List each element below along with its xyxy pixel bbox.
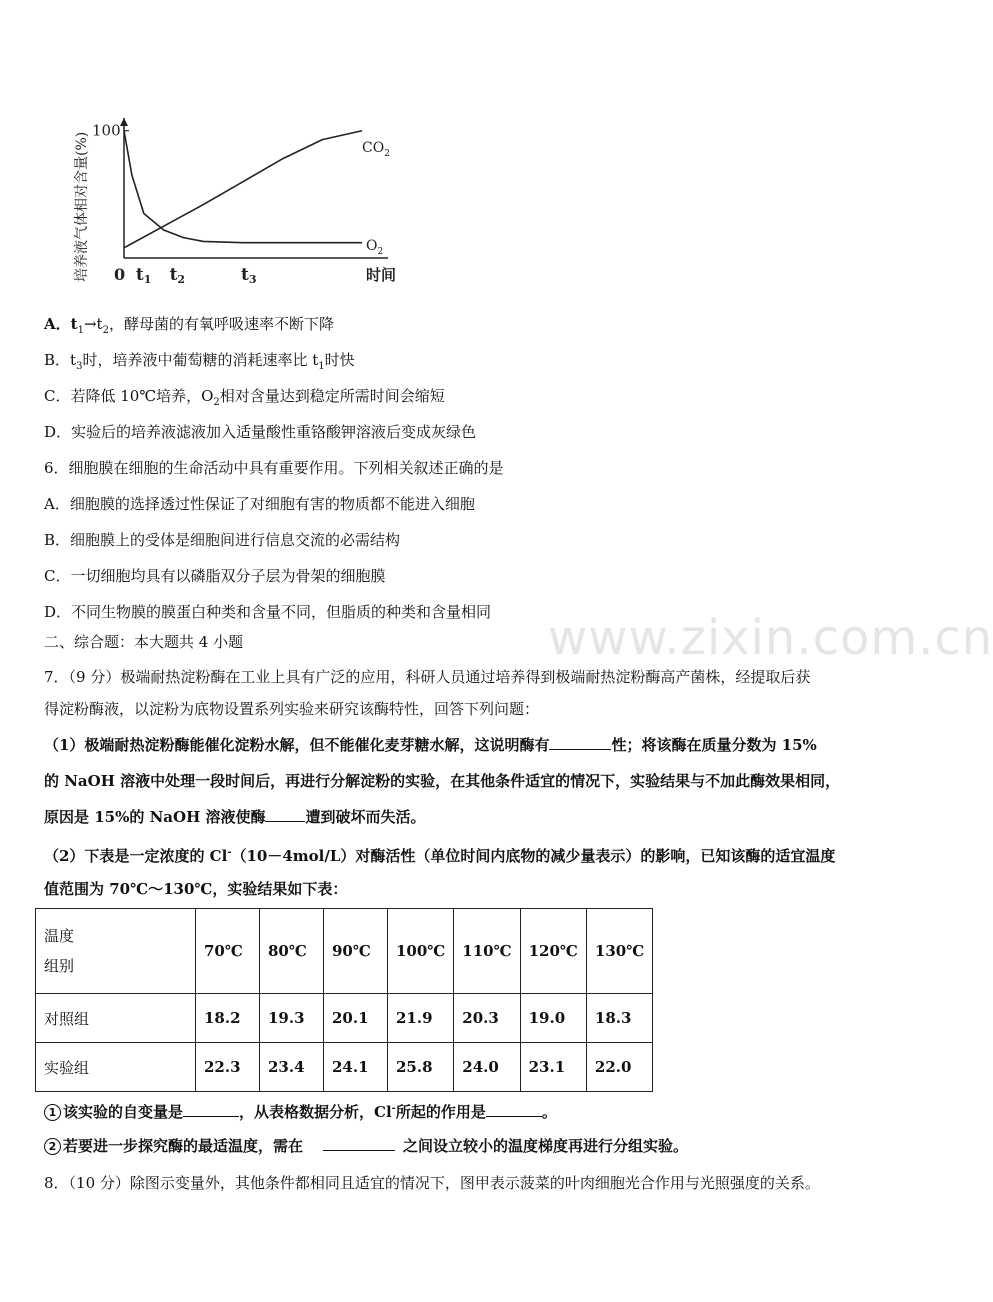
- table-cell: 24.1: [324, 1043, 388, 1092]
- origin-label: 0: [114, 265, 126, 284]
- q7-subquestion-2: 2 若要进一步探究酶的最适温度，需在 之间设立较小的温度梯度再进行分组实验。: [44, 1136, 688, 1156]
- table-cell: 23.1: [520, 1043, 586, 1092]
- q7-part2-line2: 值范围为 70℃～130℃，实验结果如下表：: [44, 880, 348, 898]
- answer-blank[interactable]: [549, 735, 611, 750]
- q5-option-b: B．$t_3$时，培养液中葡萄糖的消耗速率比 $t_1$时快: [44, 351, 355, 372]
- chart-lines: [124, 131, 362, 248]
- q5-option-c: C．若降低 10℃培养，$O_2$相对含量达到稳定所需时间会缩短: [44, 387, 445, 408]
- q6-stem: 6．细胞膜在细胞的生命活动中具有重要作用。下列相关叙述正确的是: [44, 459, 504, 477]
- table-cell: 18.3: [586, 994, 652, 1043]
- table-corner-header: 温度 组别: [36, 909, 196, 994]
- table-cell: 19.3: [260, 994, 324, 1043]
- section-heading: 二、综合题：本大题共 4 小题: [44, 633, 244, 651]
- q7-part1-line2: 的 NaOH 溶液中处理一段时间后，再进行分解淀粉的实验，在其他条件适宜的情况下，实验结果与不加此酶效果相同，: [44, 772, 841, 790]
- q5-option-d: D．实验后的培养液滤液加入适量酸性重铬酸钾溶液后变成灰绿色: [44, 423, 477, 441]
- answer-blank[interactable]: [265, 807, 305, 822]
- table-cell: 19.0: [520, 994, 586, 1043]
- temp-header: 80℃: [260, 909, 324, 994]
- q6-option-d: D．不同生物膜的膜蛋白种类和含量不同，但脂质的种类和含量相同: [44, 603, 492, 621]
- q7-subquestion-1: 1 该实验的自变量是 ，从表格数据分析，Cl-所起的作用是 。: [44, 1099, 557, 1122]
- enzyme-activity-table: [35, 908, 653, 1092]
- y-axis-arrow: [120, 118, 128, 126]
- q6-option-a: A．细胞膜的选择透过性保证了对细胞有害的物质都不能进入细胞: [44, 495, 475, 513]
- q5-option-a: A．$t_1\to t_2$，酵母菌的有氧呼吸速率不断下降: [44, 315, 334, 336]
- answer-blank[interactable]: [323, 1136, 395, 1151]
- answer-blank[interactable]: [183, 1102, 239, 1117]
- q7-part1-line3: 原因是 15%的 NaOH 溶液使酶 遭到破坏而失活。: [44, 808, 426, 826]
- table-cell: 18.2: [196, 994, 260, 1043]
- circled-number: 1: [44, 1104, 61, 1121]
- temp-header: 100℃: [388, 909, 454, 994]
- answer-blank[interactable]: [486, 1102, 542, 1117]
- table-header-row: [36, 909, 653, 994]
- temp-header: 90℃: [324, 909, 388, 994]
- table-cell: 24.0: [454, 1043, 520, 1092]
- q6-option-b: B．细胞膜上的受体是细胞间进行信息交流的必需结构: [44, 531, 401, 549]
- x-axis-label: 时间: [366, 266, 397, 284]
- x-tick-label: t1: [135, 265, 152, 286]
- circled-number: 2: [44, 1138, 61, 1155]
- temp-header: 120℃: [520, 909, 586, 994]
- table-cell: 25.8: [388, 1043, 454, 1092]
- o2-line: [124, 131, 362, 243]
- q7-stem-line1: 7．（9 分）极端耐热淀粉酶在工业上具有广泛的应用，科研人员通过培养得到极端耐热淀粉酶高产菌株，经提取后获: [44, 668, 811, 686]
- table-cell: 21.9: [388, 994, 454, 1043]
- q7-part1-line1: （1）极端耐热淀粉酶能催化淀粉水解，但不能催化麦芽糖水解，这说明酶有 性；将该酶在质量分数为 15%: [44, 736, 817, 754]
- temp-header: 70℃: [196, 909, 260, 994]
- co2-line: [124, 131, 362, 248]
- row-label: 实验组: [36, 1043, 196, 1092]
- y-axis-label: 培养液气体相对含量(%): [74, 131, 90, 282]
- table-cell: 23.4: [260, 1043, 324, 1092]
- chart-text: [73, 122, 396, 286]
- table-row: [36, 994, 653, 1043]
- table-cell: 20.1: [324, 994, 388, 1043]
- table-row: [36, 1043, 653, 1092]
- table-cell: 22.0: [586, 1043, 652, 1092]
- q7-stem-line2: 得淀粉酶液，以淀粉为底物设置系列实验来研究该酶特性，回答下列问题：: [44, 700, 540, 718]
- o2-series-label: $O_2$: [366, 238, 384, 257]
- row-label: 对照组: [36, 994, 196, 1043]
- q8-stem: 8．（10 分）除图示变量外，其他条件都相同且适宜的情况下，图甲表示菠菜的叶肉细胞光合作用与光照强度的关系。: [44, 1174, 820, 1192]
- table-cell: 20.3: [454, 994, 520, 1043]
- q7-part2-line1: （2）下表是一定浓度的 Cl-（10－4mol/L）对酶活性（单位时间内底物的减少量表示）的影响，已知该酶的适宜温度: [44, 847, 836, 865]
- x-tick-label: t3: [240, 265, 257, 286]
- temp-header: 130℃: [586, 909, 652, 994]
- temp-header: 110℃: [454, 909, 520, 994]
- x-tick-label: t2: [169, 265, 186, 286]
- table-cell: 22.3: [196, 1043, 260, 1092]
- watermark: www.zixin.com.cn: [548, 610, 993, 666]
- chart-axes: [120, 118, 388, 258]
- co2-series-label: $CO_2$: [362, 140, 390, 159]
- y-tick-label: 100: [92, 121, 121, 140]
- q6-option-c: C．一切细胞均具有以磷脂双分子层为骨架的细胞膜: [44, 567, 386, 585]
- gas-content-chart: [0, 0, 420, 300]
